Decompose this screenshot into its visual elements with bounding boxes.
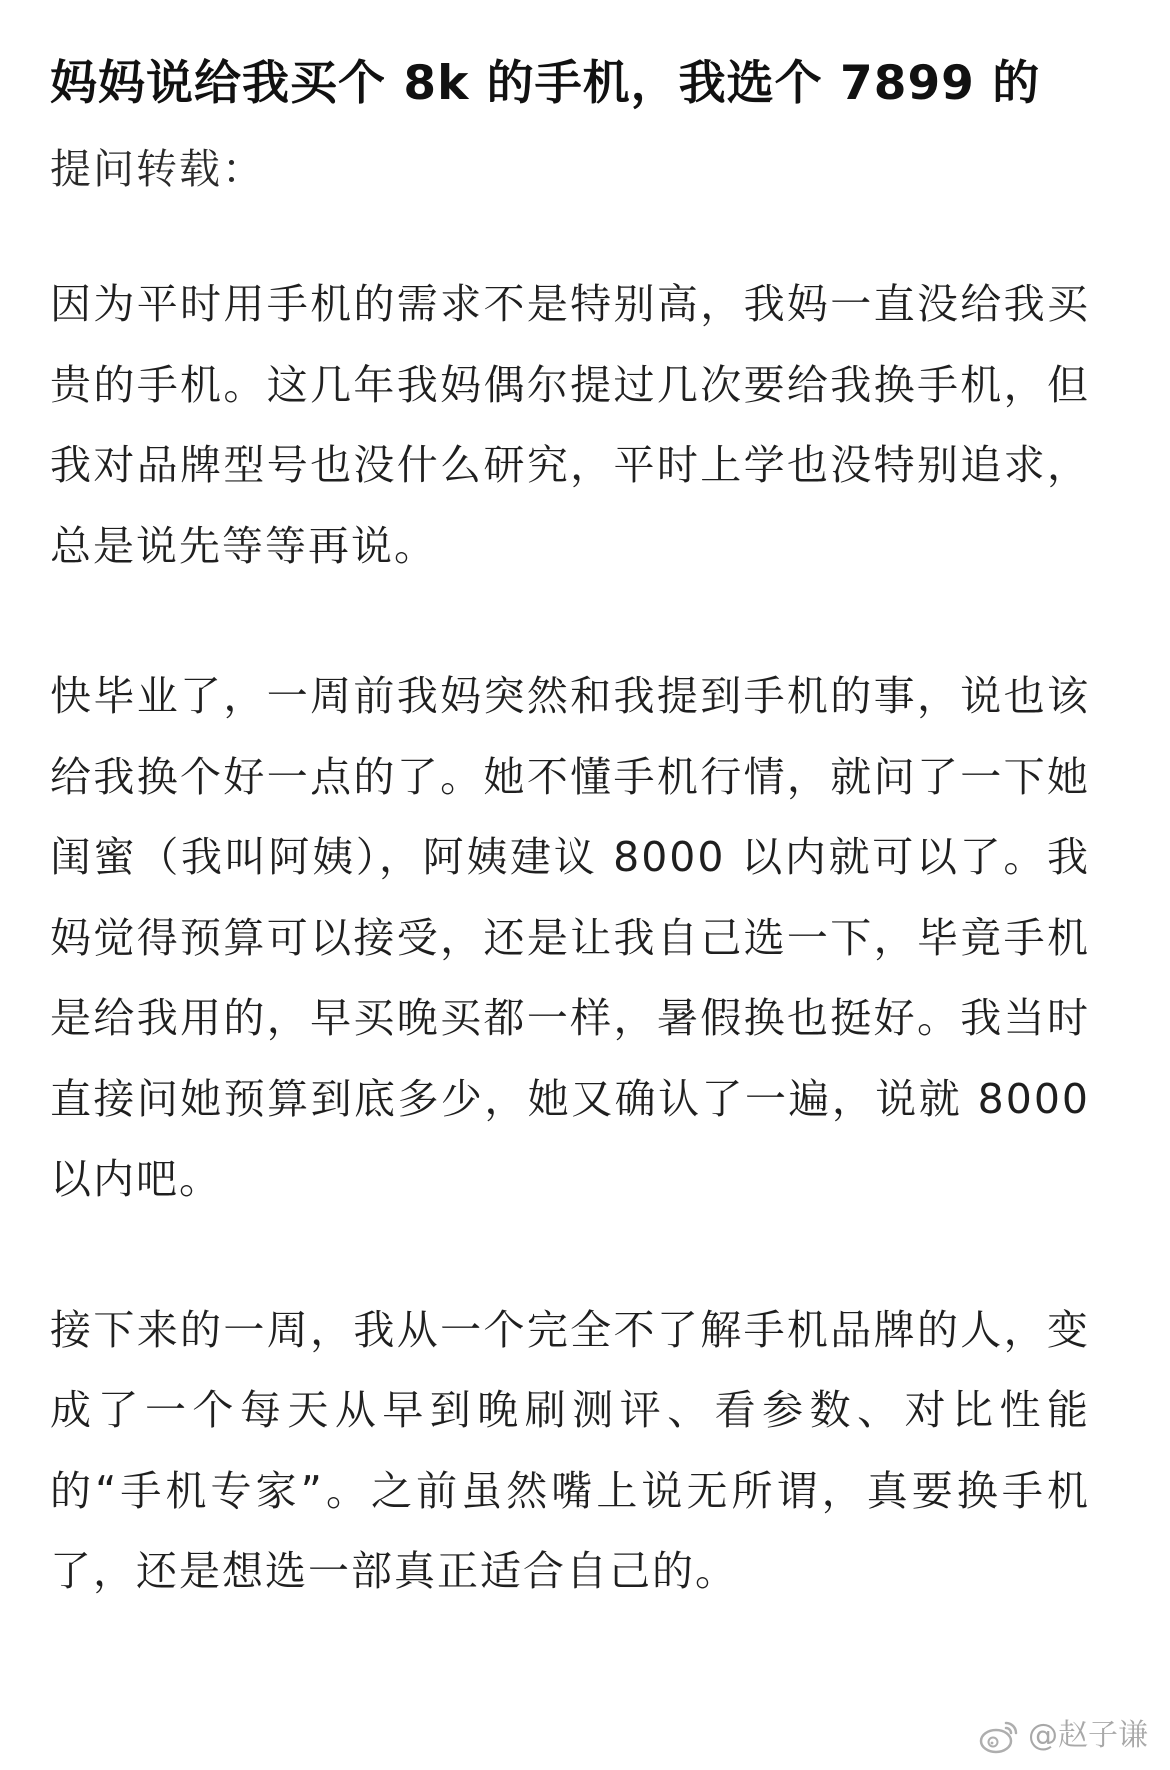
post-paragraph: 因为平时用手机的需求不是特别高，我妈一直没给我买贵的手机。这几年我妈偶尔提过几次要给我换手机，但我对品牌型号也没什么研究，平时上学也没特别追求，总是说先等等再说。 — [50, 280, 1090, 570]
post-title: 妈妈说给我买个 8k 的手机，我选个 7899 的 — [50, 56, 1041, 111]
weibo-watermark — [978, 1716, 1148, 1756]
weibo-icon — [978, 1717, 1022, 1755]
watermark-handle: @赵子谦 — [1028, 1718, 1148, 1753]
post-paragraph: 快毕业了，一周前我妈突然和我提到手机的事，说也该给我换个好一点的了。她不懂手机行情，就问了一下她闺蜜（我叫阿姨），阿姨建议 8000 以内就可以了。我妈觉得预算可以接受，还是让我自己选一下，毕竟手机是给我用的，早买晚买都一样，暑假换也挺好。我当时直接问她预算到底多少，她又确认了一遍，说就 8000 以内吧。 — [50, 672, 1090, 1203]
post-paragraph: 接下来的一周，我从一个完全不了解手机品牌的人，变成了一个每天从早到晚刷测评、看参数、对比性能的“手机专家”。之前虽然嘴上说无所谓，真要换手机了，还是想选一部真正适合自己的。 — [50, 1305, 1090, 1595]
post-subtitle: 提问转载： — [50, 145, 265, 193]
